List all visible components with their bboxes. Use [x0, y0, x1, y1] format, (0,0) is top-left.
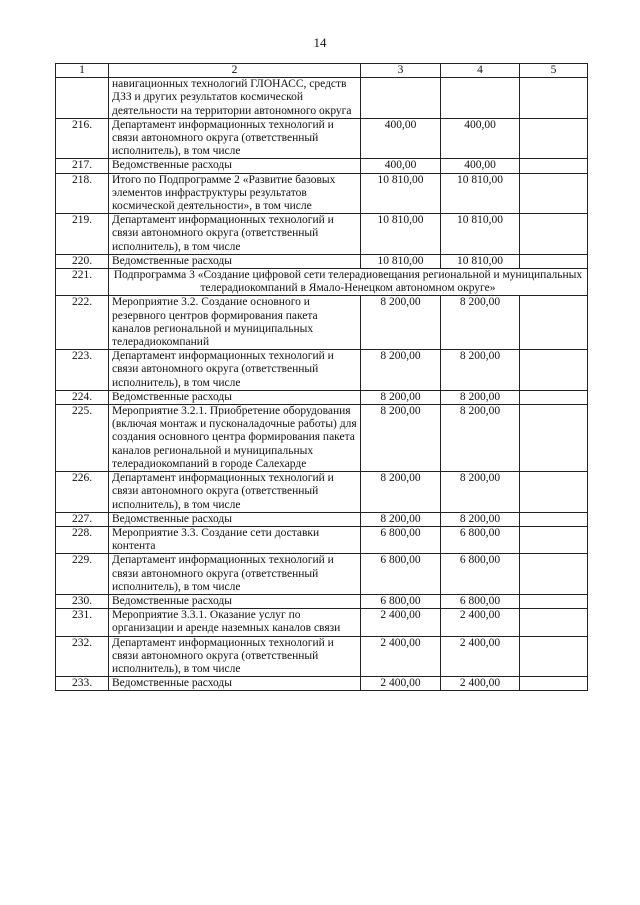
row-number: 217. — [56, 159, 109, 173]
amount-col-4 — [441, 78, 520, 119]
amount-col-3: 6 800,00 — [361, 526, 441, 553]
row-description: Мероприятие 3.3. Создание сети доставки контента — [109, 526, 361, 553]
table-row — [56, 269, 588, 296]
column-header: 5 — [520, 64, 588, 78]
table-row — [56, 350, 588, 391]
row-description: Итого по Подпрограмме 2 «Развитие базовых элементов инфраструктуры результатов космической деятельности», в том числе — [109, 173, 361, 214]
amount-col-5 — [520, 609, 588, 636]
amount-col-3: 8 200,00 — [361, 296, 441, 350]
amount-col-4: 8 200,00 — [441, 390, 520, 404]
row-number: 226. — [56, 472, 109, 513]
row-number: 225. — [56, 405, 109, 472]
row-description: Департамент информационных технологий и связи автономного округа (ответственный исполнитель), в том числе — [109, 636, 361, 677]
amount-col-4: 8 200,00 — [441, 512, 520, 526]
amount-col-4: 10 810,00 — [441, 254, 520, 268]
row-number: 229. — [56, 554, 109, 595]
amount-col-5 — [520, 405, 588, 472]
column-header: 2 — [109, 64, 361, 78]
amount-col-5 — [520, 512, 588, 526]
row-number: 218. — [56, 173, 109, 214]
table-row — [56, 472, 588, 513]
amount-col-5 — [520, 636, 588, 677]
row-description: Департамент информационных технологий и связи автономного округа (ответственный исполнитель), в том числе — [109, 472, 361, 513]
amount-col-4: 400,00 — [441, 159, 520, 173]
amount-col-4: 2 400,00 — [441, 636, 520, 677]
row-description: Департамент информационных технологий и связи автономного округа (ответственный исполнитель), в том числе — [109, 554, 361, 595]
row-number: 220. — [56, 254, 109, 268]
column-header: 1 — [56, 64, 109, 78]
table-row — [56, 296, 588, 350]
amount-col-4: 8 200,00 — [441, 472, 520, 513]
row-description: Департамент информационных технологий и связи автономного округа (ответственный исполнитель), в том числе — [109, 214, 361, 255]
amount-col-5 — [520, 526, 588, 553]
amount-col-3: 10 810,00 — [361, 173, 441, 214]
amount-col-4: 6 800,00 — [441, 554, 520, 595]
amount-col-3: 6 800,00 — [361, 594, 441, 608]
table-row — [56, 173, 588, 214]
row-number: 228. — [56, 526, 109, 553]
amount-col-5 — [520, 594, 588, 608]
column-header: 4 — [441, 64, 520, 78]
amount-col-3 — [361, 78, 441, 119]
table-row — [56, 636, 588, 677]
row-number: 216. — [56, 118, 109, 159]
amount-col-4: 2 400,00 — [441, 609, 520, 636]
amount-col-3: 8 200,00 — [361, 390, 441, 404]
row-description: Мероприятие 3.2.1. Приобретение оборудования (включая монтаж и пусконаладочные работы) для создания основного центра формирования пакета каналов региональной и муниципальных телерадиокомпаний в городе Салехарде — [109, 405, 361, 472]
row-description: Мероприятие 3.2. Создание основного и резервного центров формирования пакета каналов региональной и муниципальных телерадиокомпаний — [109, 296, 361, 350]
amount-col-3: 2 400,00 — [361, 609, 441, 636]
row-description: Ведомственные расходы — [109, 512, 361, 526]
column-header: 3 — [361, 64, 441, 78]
table-row — [56, 677, 588, 691]
table-row — [56, 118, 588, 159]
table-row — [56, 390, 588, 404]
subprogram-title: Подпрограмма 3 «Создание цифровой сети телерадиовещания региональной и муниципальных телерадиокомпаний в Ямало-Ненецком автономном округе» — [109, 269, 588, 296]
amount-col-3: 10 810,00 — [361, 254, 441, 268]
amount-col-3: 8 200,00 — [361, 472, 441, 513]
amount-col-4: 10 810,00 — [441, 173, 520, 214]
table-header — [56, 64, 588, 78]
table-row — [56, 526, 588, 553]
amount-col-5 — [520, 78, 588, 119]
amount-col-4: 2 400,00 — [441, 677, 520, 691]
table-row — [56, 609, 588, 636]
amount-col-5 — [520, 390, 588, 404]
table-row — [56, 594, 588, 608]
row-number: 221. — [56, 269, 109, 296]
amount-col-3: 2 400,00 — [361, 636, 441, 677]
row-number: 233. — [56, 677, 109, 691]
row-number: 219. — [56, 214, 109, 255]
amount-col-4: 6 800,00 — [441, 526, 520, 553]
amount-col-5 — [520, 296, 588, 350]
row-description: навигационных технологий ГЛОНАСС, средств ДЗЗ и других результатов космической деятельности на территории автономного округа — [109, 78, 361, 119]
amount-col-5 — [520, 472, 588, 513]
amount-col-5 — [520, 159, 588, 173]
amount-col-5 — [520, 554, 588, 595]
amount-col-4: 8 200,00 — [441, 296, 520, 350]
page-number: 14 — [313, 35, 327, 50]
amount-col-4: 10 810,00 — [441, 214, 520, 255]
row-description: Ведомственные расходы — [109, 254, 361, 268]
header-row — [56, 64, 588, 78]
table-row — [56, 159, 588, 173]
amount-col-5 — [520, 677, 588, 691]
row-description: Департамент информационных технологий и связи автономного округа (ответственный исполнитель), в том числе — [109, 118, 361, 159]
row-description: Ведомственные расходы — [109, 159, 361, 173]
amount-col-4: 8 200,00 — [441, 405, 520, 472]
amount-col-3: 400,00 — [361, 118, 441, 159]
amount-col-3: 2 400,00 — [361, 677, 441, 691]
row-number: 230. — [56, 594, 109, 608]
budget-table — [55, 63, 588, 691]
row-description: Ведомственные расходы — [109, 594, 361, 608]
amount-col-3: 6 800,00 — [361, 554, 441, 595]
amount-col-3: 10 810,00 — [361, 214, 441, 255]
amount-col-3: 400,00 — [361, 159, 441, 173]
amount-col-5 — [520, 118, 588, 159]
amount-col-4: 6 800,00 — [441, 594, 520, 608]
amount-col-5 — [520, 350, 588, 391]
row-number: 222. — [56, 296, 109, 350]
row-description: Ведомственные расходы — [109, 390, 361, 404]
row-description: Мероприятие 3.3.1. Оказание услуг по организации и аренде наземных каналов связи — [109, 609, 361, 636]
table-row — [56, 214, 588, 255]
row-number: 223. — [56, 350, 109, 391]
amount-col-3: 8 200,00 — [361, 512, 441, 526]
table-row — [56, 78, 588, 119]
row-number: 224. — [56, 390, 109, 404]
row-number — [56, 78, 109, 119]
table-body — [56, 78, 588, 691]
amount-col-5 — [520, 254, 588, 268]
amount-col-4: 400,00 — [441, 118, 520, 159]
table-row — [56, 512, 588, 526]
amount-col-3: 8 200,00 — [361, 350, 441, 391]
table-row — [56, 405, 588, 472]
amount-col-3: 8 200,00 — [361, 405, 441, 472]
row-number: 227. — [56, 512, 109, 526]
row-description: Ведомственные расходы — [109, 677, 361, 691]
amount-col-5 — [520, 214, 588, 255]
amount-col-5 — [520, 173, 588, 214]
row-description: Департамент информационных технологий и связи автономного округа (ответственный исполнитель), в том числе — [109, 350, 361, 391]
amount-col-4: 8 200,00 — [441, 350, 520, 391]
table-row — [56, 554, 588, 595]
row-number: 231. — [56, 609, 109, 636]
row-number: 232. — [56, 636, 109, 677]
table-row — [56, 254, 588, 268]
